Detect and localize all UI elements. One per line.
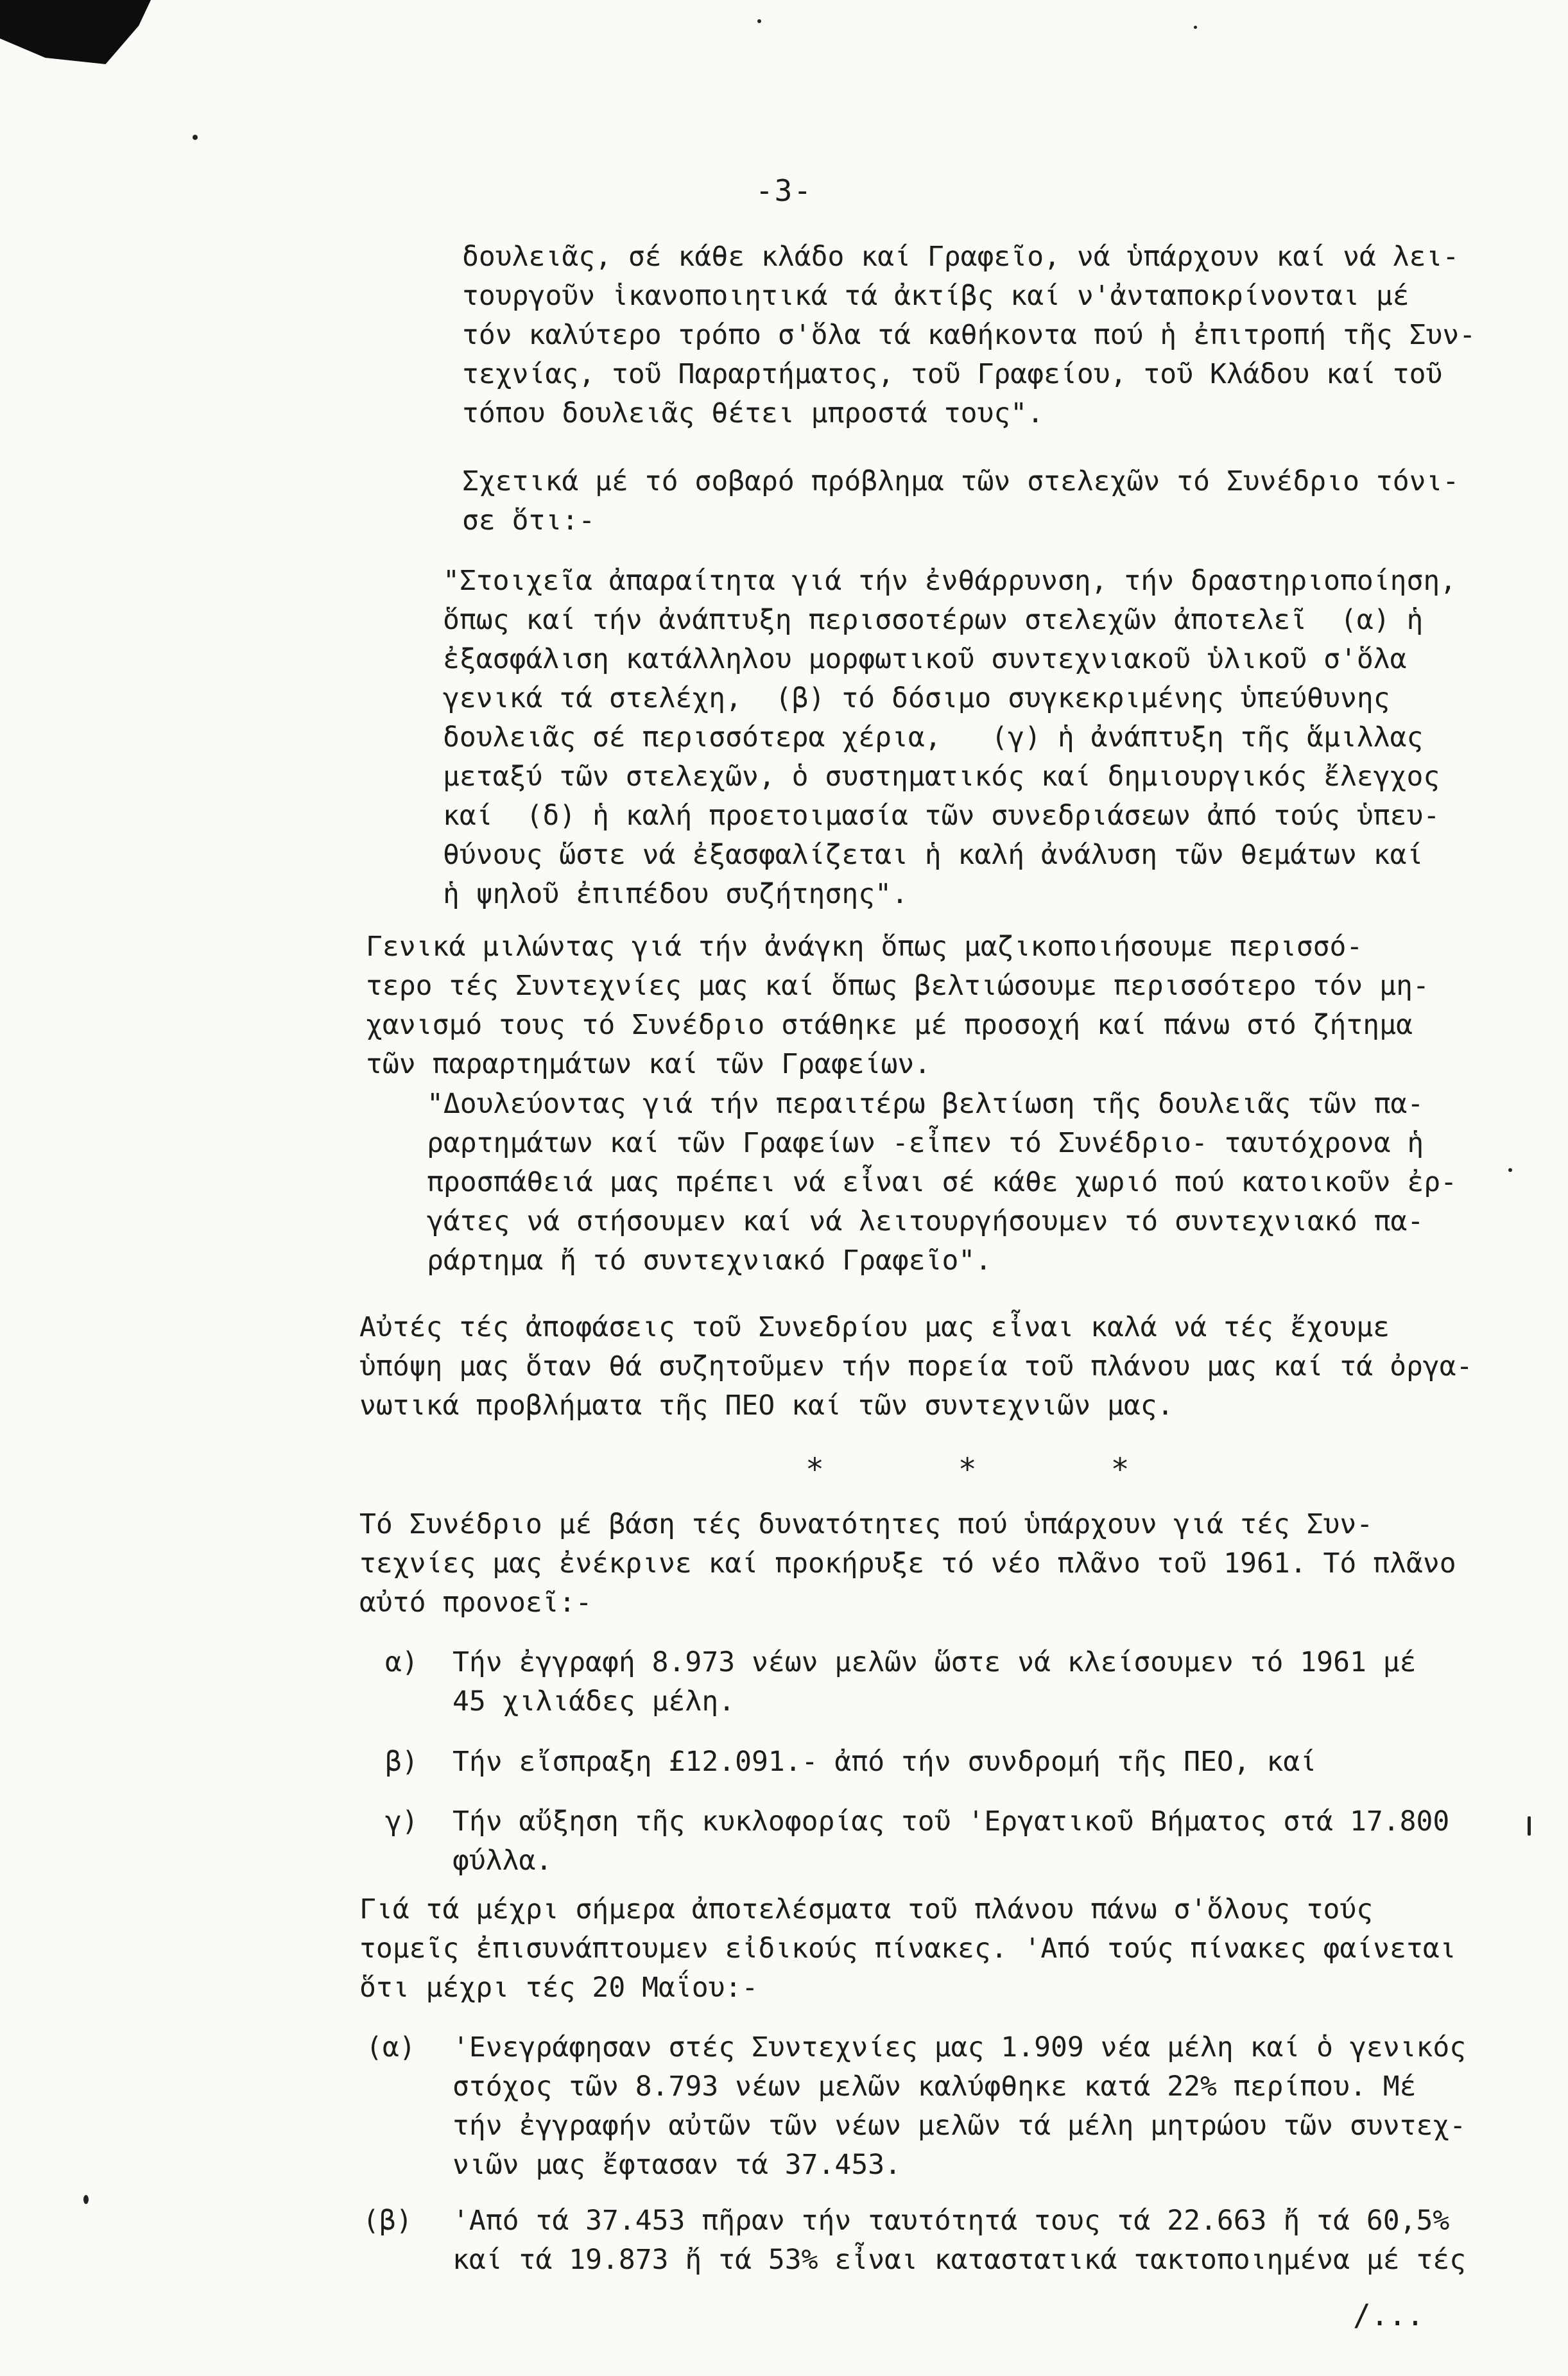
result-item-label: (α) <box>366 2031 416 2063</box>
result-item-text: 'Από τά 37.453 πῆραν τήν ταυτότητά τους τά 22.663 ἤ τά 60,5% καί τά 19.873 ἤ τά 53% εἶναι καταστατικά τακτοποιημένα μέ τές <box>452 2205 1467 2276</box>
section-separator: * * * <box>806 1452 1187 1488</box>
scan-speck <box>757 19 761 23</box>
scan-speck <box>1528 1816 1531 1836</box>
paragraph-7: Τό Συνέδριο μέ βάση τές δυνατότητες πού ὑπάρχουν γιά τές Συν- τεχνίες μας ἐνέκρινε καί προκήρυξε τό νέο πλᾶνο τοῦ 1961. Τό πλᾶνο αὐτό προνοεῖ:- <box>359 1508 1456 1619</box>
page-number: -3- <box>755 173 813 208</box>
paragraph-3-quote: "Στοιχεῖα ἀπαραίτητα γιά τήν ἐνθάρρυνση, τήν δραστηριοποίηση, ὅπως καί τήν ἀνάπτυξη περισσοτέρων στελεχῶν ἀποτελεῖ (α) ἡ ἐξασφάλιση κατάλληλου μορφωτικοῦ συντεχνιακοῦ ὑλικοῦ σ'ὅλα γενικά τά στελέχη, (β) τό δόσιμο συγκεκριμένης ὑπεύθυνης δουλειᾶς σέ περισσότερα χέρια, (γ) ἡ ἀνάπτυξη τῆς ἅμιλλας μεταξύ τῶν στελεχῶν, ὁ συστηματικός καί δημιουργικός ἔλεγχος καί (δ) ἡ καλή προετοιμασία τῶν συνεδριάσεων ἀπό τούς ὑπευ- θύνους ὥστε νά ἐξασφαλίζεται ἡ καλή ἀνάλυση τῶν θεμάτων καί ἡ ψηλοῦ ἐπιπέδου συζήτησης". <box>443 565 1457 910</box>
plan-item-text: Τήν εἴσπραξη £12.091.- ἀπό τήν συνδρομή τῆς ΠΕΟ, καί <box>452 1746 1317 1778</box>
scan-speck <box>1508 1168 1512 1172</box>
scan-corner-mark <box>0 0 151 64</box>
plan-item-text: Τήν ἐγγραφή 8.973 νέων μελῶν ὥστε νά κλείσουμεν τό 1961 μέ 45 χιλιάδες μέλη. <box>452 1646 1417 1717</box>
plan-item-text: Τήν αὔξηση τῆς κυκλοφορίας τοῦ 'Εργατικοῦ Βήματος στά 17.800 φύλλα. <box>452 1805 1450 1877</box>
paragraph-2: Σχετικά μέ τό σοβαρό πρόβλημα τῶν στελεχῶν τό Συνέδριο τόνι- σε ὅτι:- <box>462 465 1460 537</box>
plan-item-label: β) <box>385 1746 418 1778</box>
continuation-mark: /... <box>1353 2298 1424 2332</box>
paragraph-6: Αὐτές τές ἀποφάσεις τοῦ Συνεδρίου μας εἶναι καλά νά τές ἔχουμε ὑπόψη μας ὅταν θά συζητοῦμεν τήν πορεία τοῦ πλάνου μας καί τά ὀργα- νωτικά προβλήματα τῆς ΠΕΟ καί τῶν συντεχνιῶν μας. <box>359 1311 1473 1422</box>
result-item-label: (β) <box>363 2205 413 2237</box>
paragraph-1: δουλειᾶς, σέ κάθε κλάδο καί Γραφεῖο, νά ὑπάρχουν καί νά λει- τουργοῦν ἱκανοποιητικά τά ἀκτίβς καί ν'ἀνταποκρίνονται μέ τόν καλύτερο τρόπο σ'ὅλα τά καθήκοντα πού ἡ ἐπιτροπή τῆς Συν- τεχνίας, τοῦ Παραρτήματος, τοῦ Γραφείου, τοῦ Κλάδου καί τοῦ τόπου δουλειᾶς θέτει μπροστά τους". <box>462 241 1476 429</box>
plan-item-label: γ) <box>385 1805 418 1838</box>
paragraph-4: Γενικά μιλώντας γιά τήν ἀνάγκη ὅπως μαζικοποιήσουμε περισσό- τερο τές Συντεχνίες μας καί ὅπως βελτιώσουμε περισσότερο τόν μη- χανισμό τους τό Συνέδριο στάθηκε μέ προσοχή καί πάνω στό ζήτημα τῶν παραρτημάτων καί τῶν Γραφείων. <box>366 931 1429 1080</box>
result-item-text: 'Ενεγράφησαν στές Συντεχνίες μας 1.909 νέα μέλη καί ὁ γενικός στόχος τῶν 8.793 νέων μελῶν καλύφθηκε κατά 22% περίπου. Μέ τήν ἐγγραφήν αὐτῶν τῶν νέων μελῶν τά μέλη μητρώου τῶν συντεχ- νιῶν μας ἔφτασαν τά 37.453. <box>452 2031 1467 2181</box>
plan-item-label: α) <box>385 1646 418 1678</box>
scan-speck <box>193 135 198 140</box>
paragraph-8: Γιά τά μέχρι σήμερα ἀποτελέσματα τοῦ πλάνου πάνω σ'ὅλους τούς τομεῖς ἐπισυνάπτουμεν εἰδικούς πίνακες. 'Από τούς πίνακες φαίνεται ὅτι μέχρι τές 20 Μαΐου:- <box>359 1893 1456 2004</box>
scan-speck <box>83 2195 89 2204</box>
paragraph-5-quote: "Δουλεύοντας γιά τήν περαιτέρω βελτίωση τῆς δουλειᾶς τῶν πα- ραρτημάτων καί τῶν Γραφείων -εἶπεν τό Συνέδριο- ταυτόχρονα ἡ προσπάθειά μας πρέπει νά εἶναι σέ κάθε χωριό πού κατοικοῦν ἐρ- γάτες νά στήσουμεν καί νά λειτουργήσουμεν τό συντεχνιακό πα- ράρτημα ἤ τό συντεχνιακό Γραφεῖο". <box>427 1088 1458 1277</box>
scan-speck <box>1194 26 1197 29</box>
